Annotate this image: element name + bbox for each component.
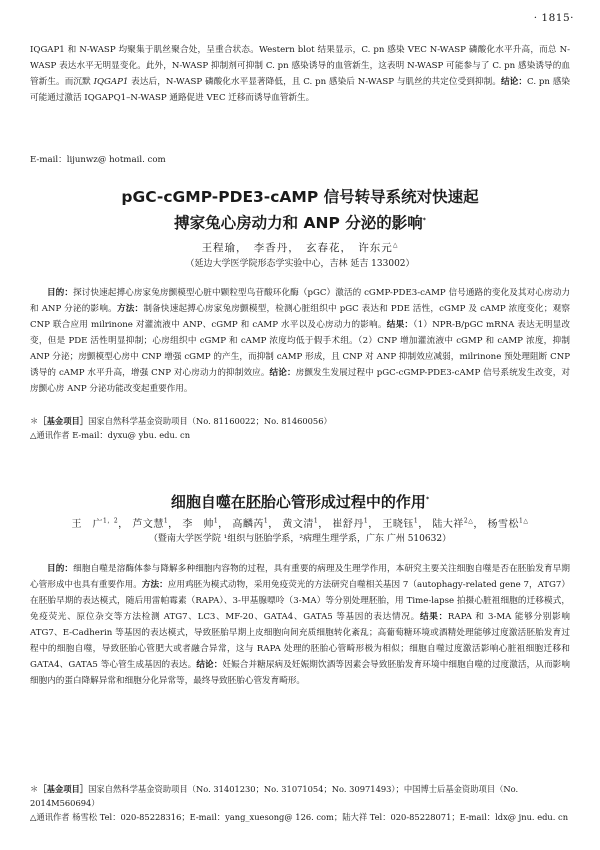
author-affiliation-mark: 1	[363, 517, 369, 525]
article1-abstract	[30, 285, 570, 397]
article2-affiliation-text: （暨南大学医学院 ¹组织与胚胎学系，²病理生理学系，广东 广州 510632）	[148, 534, 452, 544]
author-affiliation-mark: 1	[163, 517, 169, 525]
article2-author: 王晓钰	[382, 519, 414, 530]
author-affiliation-mark: 1，2	[103, 517, 119, 525]
article2-title	[30, 488, 570, 514]
page-number: · 1815·	[533, 12, 574, 24]
author-email	[30, 152, 570, 168]
author-affiliation-mark: 1△	[519, 517, 529, 525]
author-separator: ，	[473, 519, 488, 530]
corr-mark: △	[392, 241, 399, 249]
article1-corr-note: △通讯作者 E-mail：dyxu@ ybu. edu. cn	[30, 430, 191, 440]
title-footnote-mark: *	[425, 496, 430, 503]
continued-abstract-text: IQGAP1 和 N-WASP 均聚集于肌丝聚合处，呈重合状态。Western blot 结果显示，C. pn 感染 VEC N-WASP 磷酸化水平升高，而总 N-WASP 表达水平无明显变化。此外，N-WASP 抑制剂可抑制 C. pn 感染诱导的血管新生，这表明 N-WASP 可能参与了 C. pn 感染诱导的血管新生。而沉默 IQGAP1 表达后，N-WASP 磷酸化水平显著降低，且 C. pn 感染后 N-WASP 与肌丝的共定位受到抑制。结论：C. pn 感染可能通过激活 IQGAPQ1–N-WASP 通路促进 VEC 迁移而诱导血管新生。	[30, 45, 570, 103]
article1-title-line2: 搏家兔心房动力和 ANP 分泌的影响*	[174, 214, 426, 233]
author-separator: ，	[118, 519, 133, 530]
author-separator: ，	[318, 519, 333, 530]
article2-author: 杨雪松	[487, 519, 520, 530]
author-affiliation-mark: 1	[213, 517, 219, 525]
article1-author-list: 王程瑜， 李香丹， 玄春花， 许东元	[201, 242, 393, 254]
article2-author: 崔舒丹	[332, 519, 364, 530]
article2-author: 黄文清	[282, 519, 314, 530]
author-affiliation-mark: 1	[313, 517, 319, 525]
author-separator: ，	[268, 519, 283, 530]
conclusion-label: 结论：	[501, 77, 528, 87]
article2-abstract	[30, 561, 570, 689]
article1-title-line1: pGC-cGMP-PDE3-cAMP 信号转导系统对快速起	[121, 188, 479, 206]
article2-corr-note: △通讯作者 杨雪松 Tel：020-85228316；E-mail：yang_xuesong@ 126. com；陆大祥 Tel：020-85228071；E-mail：ldx@ jnu. edu. cn	[30, 812, 569, 822]
author-affiliation-mark: 1	[413, 517, 419, 525]
article1-affiliation	[30, 257, 570, 271]
article1-footnotes	[30, 414, 570, 442]
article2-authors	[30, 515, 570, 530]
author-separator: ，	[218, 519, 233, 530]
article2-footnotes	[30, 782, 570, 824]
article2-affiliation	[30, 532, 570, 546]
article2-fund-note: ＊［基金项目］国家自然科学基金资助项目（No. 31401230；No. 31071054；No. 30971493）；中国博士后基金资助项目（No. 2014M560694）	[30, 784, 519, 808]
article1-fund-note: ＊［基金项目］国家自然科学基金资助项目（No. 81160022；No. 81460056）	[30, 416, 332, 426]
article2-abstract-text: 目的：细胞自噬是溶酶体参与降解多种细胞内容物的过程，具有重要的病理及生理学作用，本研究主要关注细胞自噬是否在胚胎发育早期心管形成中也具有重要作用。方法：应用鸡胚为模式动物，采用免疫荧光的方法研究自噬相关基因 7（autophagy-related gene 7，ATG7）在胚胎早期的表达模式，随后用雷帕霉素（RAPA）、3-甲基腺嘌呤（3-MA）等分别处理胚胎，用 Time-lapse 拍摄心脏祖细胞的迁移模式，免疫荧光、原位杂交等方法检测 ATG7、LC3、MF-20、GATA4、GATA5 等基因的表达情况。结果：RAPA 和 3-MA 能够分别影响 ATG7、E-Cadherin 等基因的表达模式，导致胚胎早期上皮细胞向间充质细胞转化紊乱；高葡萄糖环境或酒精处理能够过度激活胚胎发育过程中的细胞自噬，导致胚胎心管肥大或者融合异常，这与 RAPA 处理的胚胎心管畸形极为相似；细胞自噬过度激活影响心脏祖细胞迁移和 GATA4、GATA5 等心管生成基因的表达。结论：妊娠合并糖尿病及妊娠期饮酒等因素会导致胚胎发育环境中细胞自噬的过度激活，从而影响细胞内的蛋白降解异常和细胞分化异常等，最终导致胚胎心管发育畸形。	[30, 564, 570, 686]
continued-abstract	[30, 42, 570, 106]
article2-author: 芦文慧	[132, 519, 164, 530]
article2-author: 王 广	[71, 519, 103, 530]
email-text: E-mail：lijunwz@ hotmail. com	[30, 155, 166, 165]
author-affiliation-mark: 2△	[463, 517, 474, 525]
author-separator: ，	[418, 519, 433, 530]
article2-author: 高麟芮	[232, 519, 264, 530]
article2-author: 李 帅	[182, 519, 214, 530]
article1-affiliation-text: （延边大学医学院形态学实验中心，吉林 延吉 133002）	[185, 259, 415, 269]
author-separator: ，	[168, 519, 183, 530]
author-affiliation-mark: 1	[263, 517, 269, 525]
article1-abstract-text: 目的：探讨快速起搏心房家兔房颤模型心脏中颗粒型鸟苷酸环化酶（pGC）激活的 cGMP-PDE3-cAMP 信号通路的变化及其对心房动力和 ANP 分泌的影响。方法：制备快速起搏心房家兔房颤模型，检测心脏组织中 pGC 表达和 PDE 活性，cGMP 及 cAMP 浓度变化；观察 CNP 联合应用 milrinone 对灌流液中 ANP、cGMP 和 cAMP 水平以及心房动力的影响。结果：（1）NPR-B/pGC mRNA 表达无明显改变，但是 PDE 活性明显抑制；心房组织中 cGMP 和 cAMP 浓度均低于假手术组。（2）CNP 增加灌流液中 cGMP 和 cAMP 浓度，抑制 ANP 分泌；房颤模型心房中 CNP 增强 cGMP 的产生，而抑制 cAMP 形成，且 CNP 对 ANP 抑制效应减弱，milrinone 预处理阻断 CNP 诱导的 cAMP 水平升高，增强 CNP 对心房动力的抑制效应。结论：房颤发生发展过程中 pGC-cGMP-PDE3-cAMP 信号系统发生改变，对房颤心房 ANP 分泌功能改变起重要作用。	[30, 288, 570, 394]
article2-title-text: 细胞自噬在胚胎心管形成过程中的作用	[170, 493, 426, 511]
author-separator: ，	[368, 519, 383, 530]
italic-gene-term: IQGAP1	[93, 77, 129, 87]
article1-authors	[30, 240, 570, 255]
title-footnote-mark: *	[422, 217, 426, 224]
article1-title	[30, 185, 570, 235]
article2-author: 陆大祥	[432, 519, 464, 530]
